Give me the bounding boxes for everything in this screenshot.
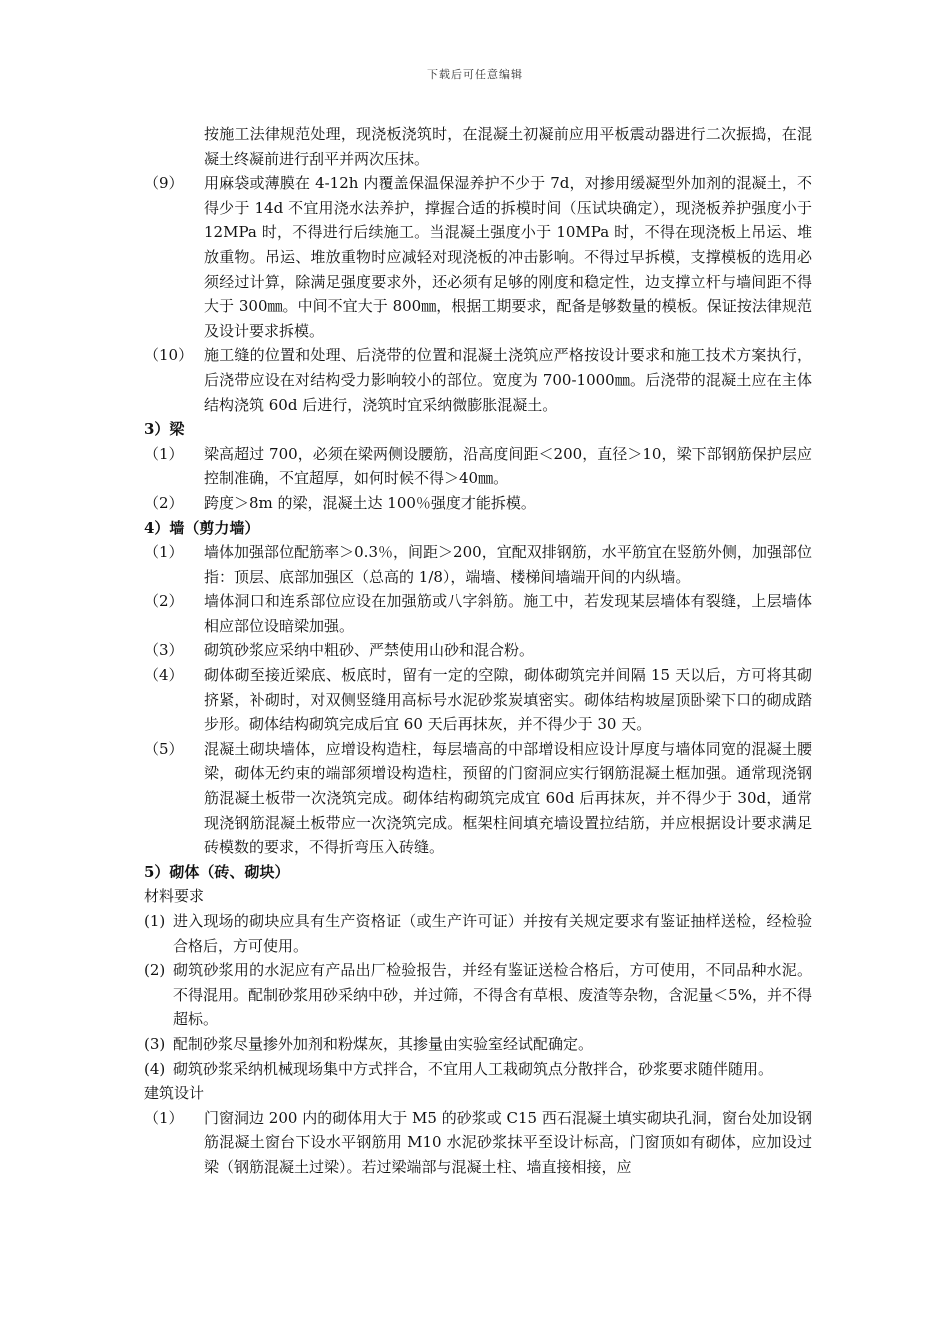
list-item (144, 343, 812, 417)
list-item (144, 589, 812, 638)
item-text: 梁高超过 700，必须在梁两侧设腰筋，沿高度间距＜200，直径＞10，梁下部钢筋保护层应控制准确，不宜超厚，如何时候不得＞40㎜。 (204, 444, 812, 488)
item-number: （1） (144, 444, 184, 463)
document-body (144, 122, 812, 1180)
item-number: （3） (144, 641, 184, 660)
continuation-paragraph: 按施工法律规范处理，现浇板浇筑时，在混凝土初凝前应用平板震动器进行二次振捣，在混凝土终凝前进行刮平并两次压抹。 (204, 125, 812, 168)
item-number: (2) (144, 961, 166, 980)
item-number: （10） (144, 346, 194, 365)
list-item (144, 1032, 812, 1057)
list-item (144, 638, 812, 663)
list-item (144, 663, 812, 737)
item-text: 墙体洞口和连系部位应设在加强筋或八字斜筋。施工中，若发现某层墙体有裂缝，上层墙体相应部位设暗梁加强。 (204, 592, 812, 635)
item-number: （5） (144, 739, 184, 758)
list-item (144, 737, 812, 860)
list-item (144, 1106, 812, 1180)
item-text: 墙体加强部位配筋率＞0.3％，间距＞200，宜配双排钢筋，水平筋宜在竖筋外侧，加强部位指：顶层、底部加强区（总高的 1/8），端墙、楼梯间墙端开间的内纵墙。 (204, 543, 812, 586)
item-text: 砌体砌至接近梁底、板底时，留有一定的空隙，砌体砌筑完并间隔 15 天以后，方可将其砌挤紧，补砌时，对双侧竖缝用高标号水泥砂浆炭填密实。砌体结构坡屋顶卧梁下口的砌成踏步形。砌体结构砌筑完成后宜 60 天后再抹灰，并不得少于 30 天。 (204, 666, 812, 734)
subsection-label-materials: 材料要求 (144, 887, 205, 906)
item-text: 跨度＞8m 的梁，混凝土达 100％强度才能拆模。 (204, 493, 536, 512)
item-number: （2） (144, 493, 184, 512)
list-item (144, 171, 812, 343)
section-heading-beam: 3）梁 (144, 420, 185, 439)
item-text: 用麻袋或薄膜在 4-12h 内覆盖保温保湿养护不少于 7d，对掺用缓凝型外加剂的混凝土，不得少于 14d 不宜用浇水法养护，撑握合适的拆模时间（压试块确定），现浇板养护强度小于 12MPa 时，不得进行后续施工。当混凝土强度小于 10MPa 时，不得在现浇板上吊运、堆放重物。吊运、堆放重物时应减轻对现浇板的冲击影响。不得过早拆模，支撑模板的选用必须经过计算，除满足强度要求外，还必须有足够的刚度和稳定性，边支撑立杆与墙间距不得大于 300㎜。中间不宜大于 800㎜，根据工期要求，配备是够数量的模板。保证按法律规范及设计要求拆模。 (204, 174, 812, 340)
item-text: 砌筑砂浆用的水泥应有产品出厂检验报告，并经有鉴证送检合格后，方可使用，不同品种水泥。不得混用。配制砂浆用砂采纳中砂，并过筛，不得含有草根、废渣等杂物，含泥量＜5%，并不得超标。 (173, 961, 812, 1029)
section-heading-masonry: 5）砌体（砖、砌块） (144, 862, 290, 881)
item-text: 砌筑砂浆应采纳中粗砂、严禁使用山砂和混合粉。 (204, 641, 535, 660)
item-number: （1） (144, 543, 184, 562)
page-header: 下载后可任意编辑 (427, 68, 523, 81)
list-item (144, 909, 812, 958)
item-number: （1） (144, 1108, 184, 1127)
item-text: 施工缝的位置和处理、后浇带的位置和混凝土浇筑应严格按设计要求和施工技术方案执行，后浇带应设在对结构受力影响较小的部位。宽度为 700-1000㎜。后浇带的混凝土应在主体结构浇筑 60d 后进行，浇筑时宜采纳微膨胀混凝土。 (204, 346, 812, 414)
section-heading-wall: 4）墙（剪力墙） (144, 518, 260, 537)
item-text: 进入现场的砌块应具有生产资格证（或生产许可证）并按有关规定要求有鉴证抽样送检，经检验合格后，方可使用。 (173, 912, 812, 955)
item-number: （4） (144, 666, 184, 685)
item-number: (1) (144, 912, 166, 930)
list-item (144, 1057, 812, 1082)
list-item (144, 491, 812, 516)
list-item (144, 442, 812, 491)
item-number: （2） (144, 592, 184, 611)
item-text: 砌筑砂浆采纳机械现场集中方式拌合，不宜用人工栽砌筑点分散拌合，砂浆要求随伴随用。 (173, 1059, 774, 1078)
subsection-label-design: 建筑设计 (144, 1084, 205, 1103)
item-text: 配制砂浆尽量掺外加剂和粉煤灰，其掺量由实验室经试配确定。 (173, 1034, 594, 1053)
item-text: 门窗洞边 200 内的砌体用大于 M5 的砂浆或 C15 西石混凝土填实砌块孔洞，窗台处加设钢筋混凝土窗台下设水平钢筋用 M10 水泥砂浆抹平至设计标高，门窗顶如有砌体，应加设过梁（钢筋混凝土过梁）。若过梁端部与混凝土柱、墙直接相接，应 (204, 1108, 812, 1176)
list-item (144, 958, 812, 1032)
item-number: (3) (144, 1034, 166, 1053)
list-item (144, 540, 812, 589)
item-text: 混凝土砌块墙体，应增设构造柱，每层墙高的中部增设相应设计厚度与墙体同宽的混凝土腰梁，砌体无约束的端部须增设构造柱，预留的门窗洞应实行钢筋混凝土框加强。通常现浇钢筋混凝土板带一次浇筑完成。砌体结构砌筑完成宜 60d 后再抹灰，并不得少于 30d，通常现浇钢筋混凝土板带应一次浇筑完成。框架柱间填充墙设置拉结筋，并应根据设计要求满足砖模数的要求，不得折弯压入砖缝。 (204, 739, 812, 857)
item-number: （9） (144, 174, 184, 193)
item-number: (4) (144, 1059, 166, 1078)
